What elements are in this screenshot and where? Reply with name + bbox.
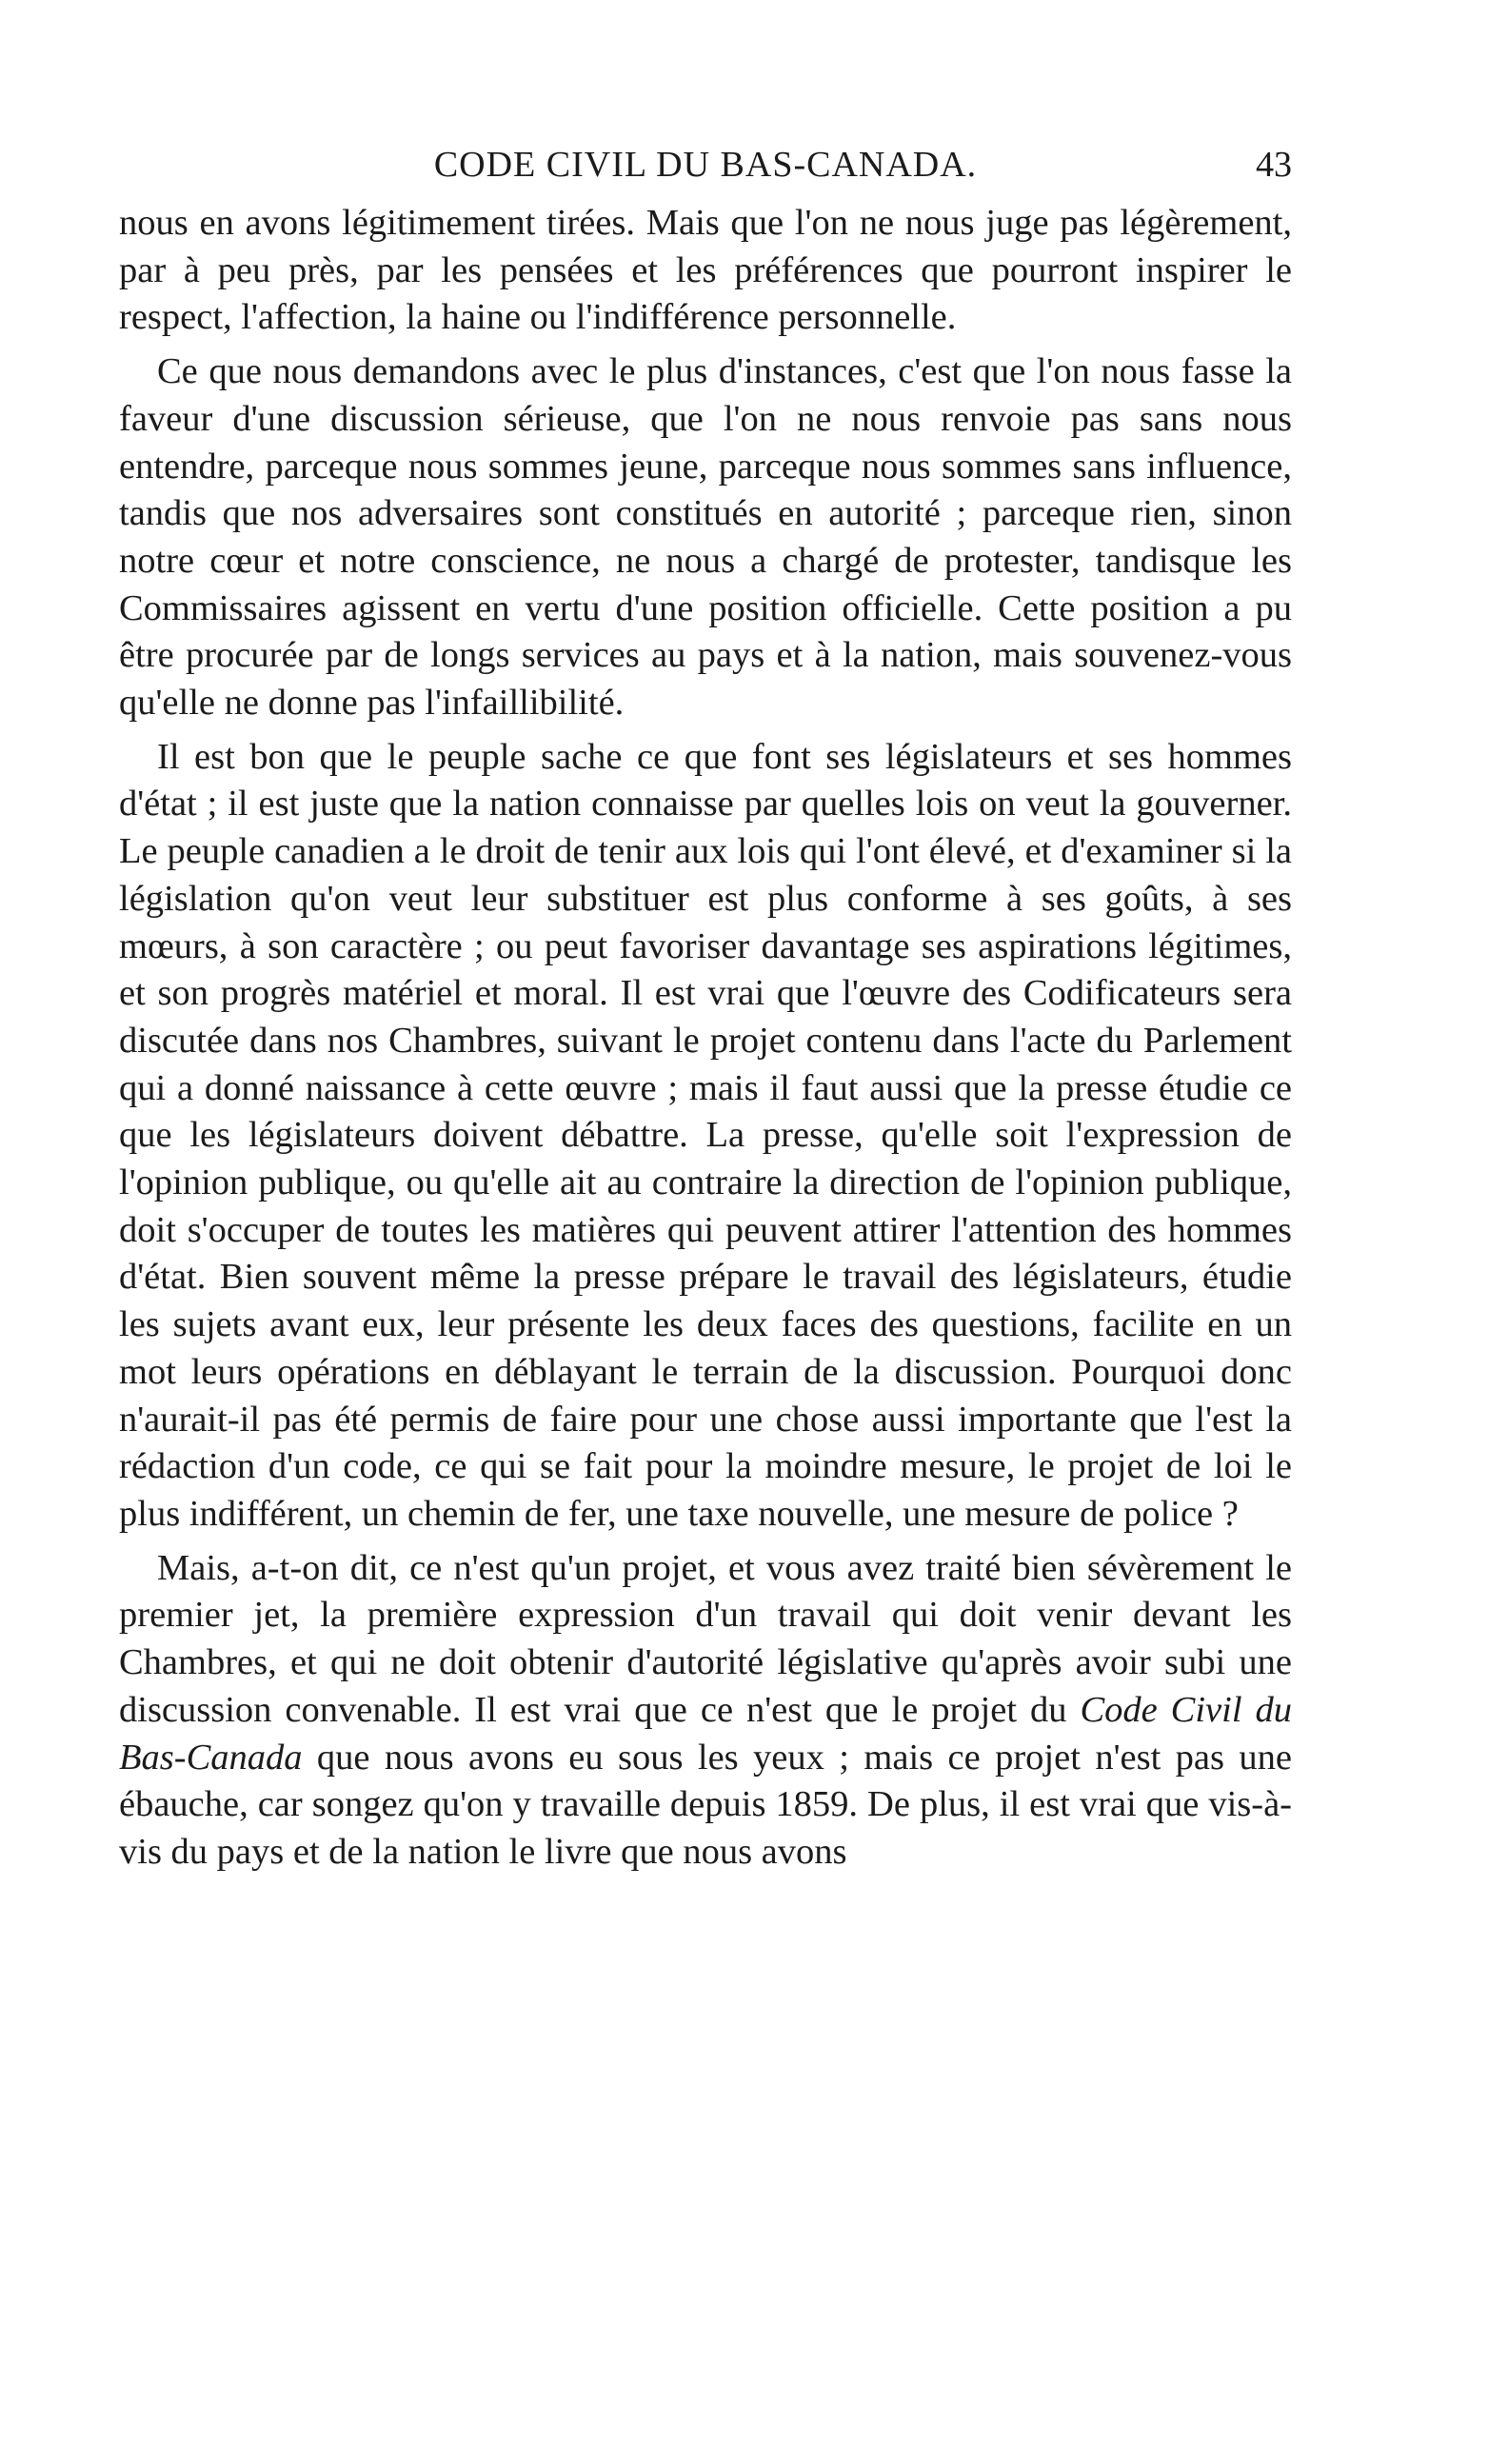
running-title: CODE CIVIL DU BAS-CANADA. — [433, 145, 978, 185]
paragraph-continuation: nous en avons légitimement tirées. Mais que l'on ne nous juge pas légèrement, par à peu près, par les pensées et les préférences que pourront inspirer le respect, l'affection, la haine ou l'indifférence personnelle. — [119, 203, 1292, 338]
body-text — [119, 200, 1292, 1877]
page-number: 43 — [1256, 145, 1292, 185]
paragraph — [119, 1545, 1292, 1877]
paragraph: Il est bon que le peuple sache ce que font ses législateurs et ses hommes d'état ; il est juste que la nation connaisse par quelles lois on veut la gouverner. Le peuple canadien a le droit de tenir aux lois qui l'ont élevé, et d'examiner si la législation qu'on veut leur substituer est plus conforme à ses goûts, à ses mœurs, à son caractère ; ou peut favoriser davantage ses aspirations légitimes, et son progrès matériel et moral. Il est vrai que l'œuvre des Codificateurs sera discutée dans nos Chambres, suivant le projet contenu dans l'acte du Parlement qui a donné naissance à cette œuvre ; mais il faut aussi que la presse étudie ce que les législateurs doivent débattre. La presse, qu'elle soit l'expression de l'opinion publique, ou qu'elle ait au contraire la direction de l'opinion publique, doit s'occuper de toutes les matières qui peuvent attirer l'attention des hommes d'état. Bien souvent même la presse prépare le travail des législateurs, étudie les sujets avant eux, leur présente les deux faces des questions, facilite en un mot leurs opérations en déblayant le terrain de la discussion. Pourquoi donc n'aurait-il pas été permis de faire pour une chose aussi importante que l'est la rédaction d'un code, ce qui se fait pour la moindre mesure, le projet de loi le plus indifférent, un chemin de fer, une taxe nouvelle, une mesure de police ? — [119, 736, 1292, 1534]
paragraph-text: Mais, a-t-on dit, ce n'est qu'un projet, et vous avez traité bien sévèrement le premier jet, la première expression d'un travail qui doit venir devant les Chambres, et qui ne doit obtenir d'autorité législative qu'après avoir subi une discussion convenable. Il est vrai que ce n'est que le projet du — [119, 1547, 1292, 1730]
italic-title: Code Civil du Bas-Canada — [119, 1689, 1293, 1778]
running-head — [119, 141, 1292, 189]
paragraph-text: que nous avons eu sous les yeux ; mais ce projet n'est pas une ébauche, car songez qu'on y travaille depuis 1859. De plus, il est vrai que vis-à-vis du pays et de la nation le livre que nous avons — [119, 1737, 1292, 1872]
paragraph: Ce que nous demandons avec le plus d'instances, c'est que l'on nous fasse la faveur d'une discussion sérieuse, que l'on ne nous renvoie pas sans nous entendre, parceque nous sommes jeune, parceque nous sommes sans influence, tandis que nos adversaires sont constitués en autorité ; parceque rien, sinon notre cœur et notre conscience, ne nous a chargé de protester, tandisque les Commissaires agissent en vertu d'une position officielle. Cette position a pu être procurée par de longs services au pays et à la nation, mais souvenez-vous qu'elle ne donne pas l'infaillibilité. — [119, 351, 1292, 724]
